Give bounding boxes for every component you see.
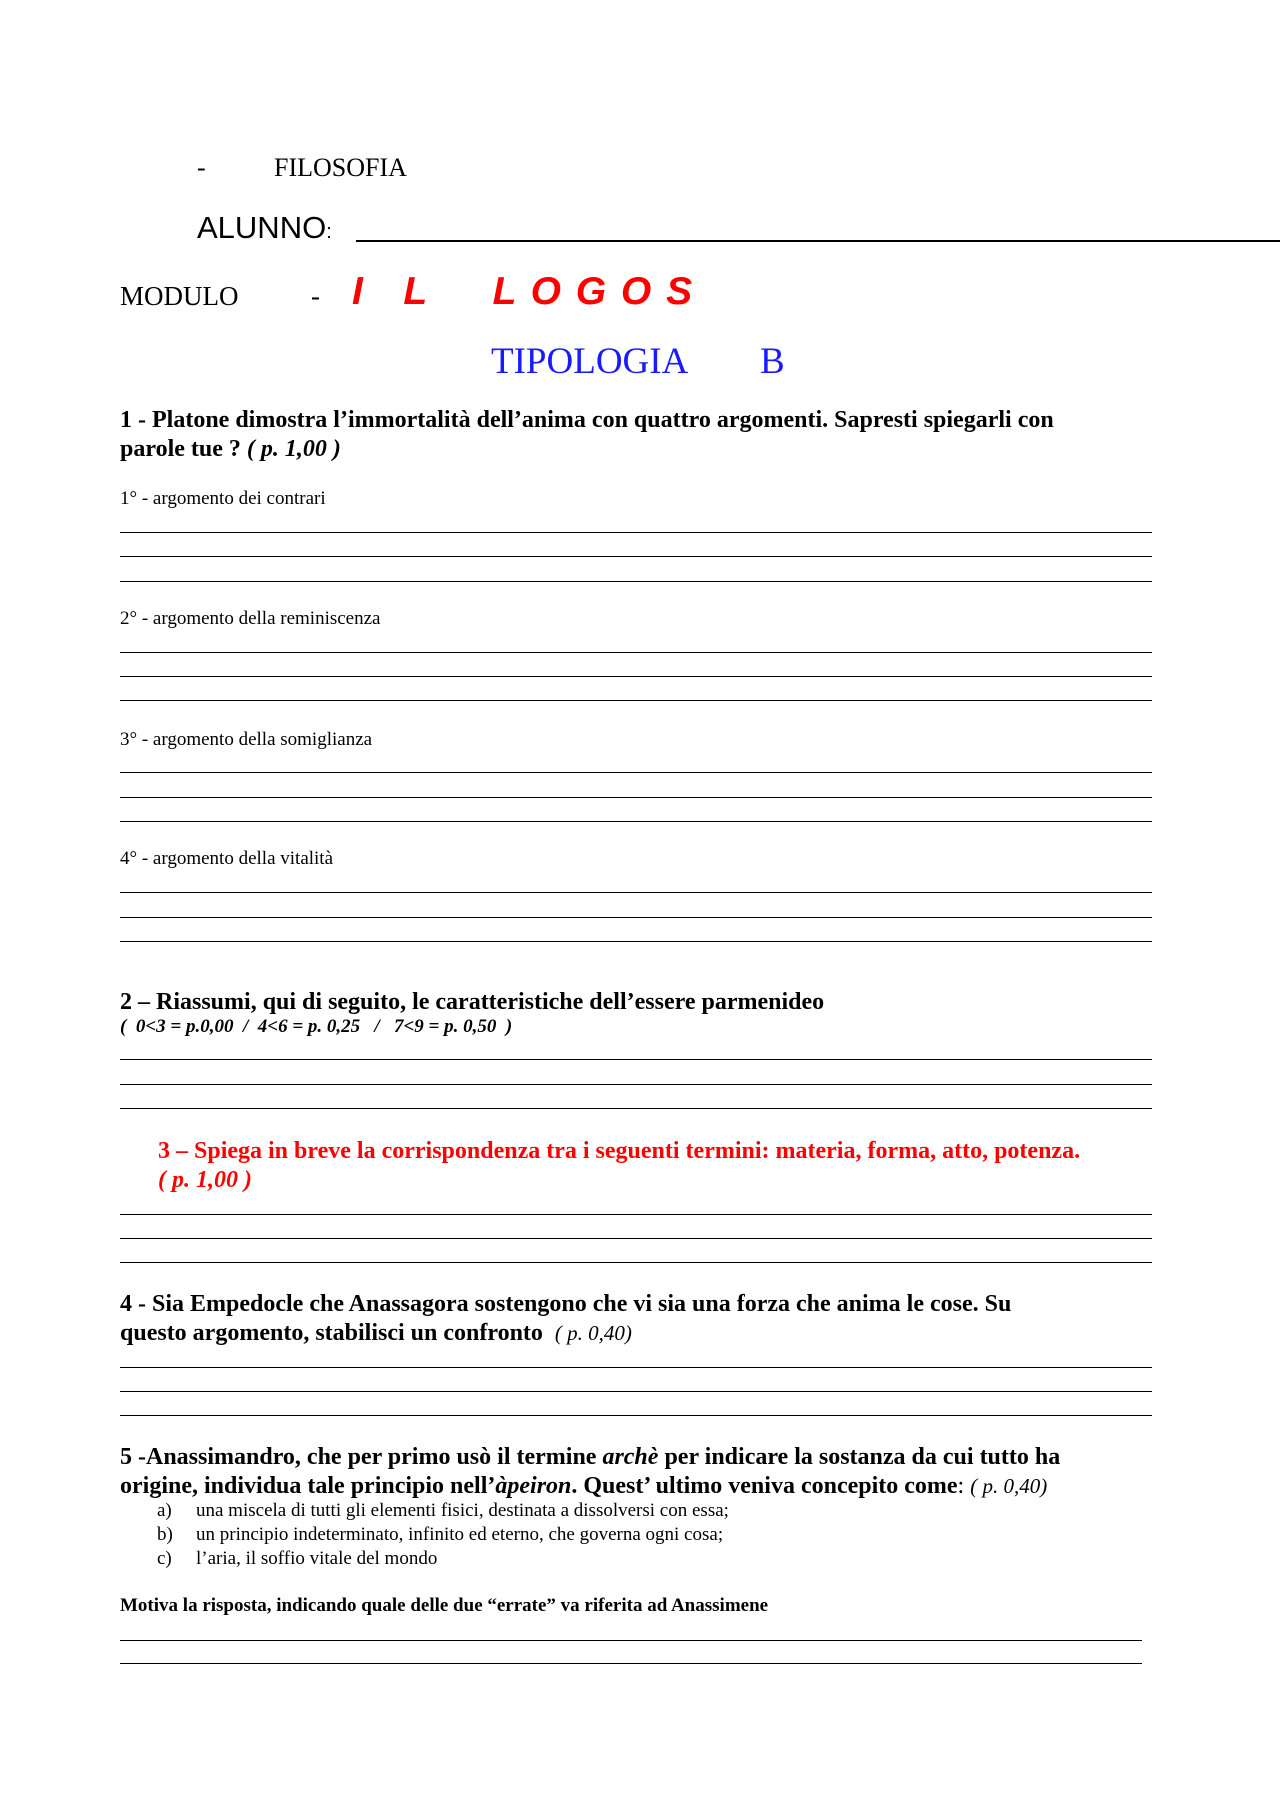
question-4-text: 4 - Sia Empedocle che Anassagora sostengono che vi sia una forza che anima le cose. Su questo argomento, stabilisci un confronto ( p. 0,40) — [120, 1291, 1012, 1346]
answer-line[interactable] — [120, 772, 1152, 773]
option-b[interactable]: b) un principio indeterminato, infinito ed eterno, che governa ogni cosa; — [157, 1524, 724, 1545]
answer-line[interactable] — [120, 556, 1152, 557]
modulo-dash: - — [311, 281, 320, 311]
answer-line[interactable] — [120, 1640, 1142, 1641]
answer-line[interactable] — [120, 917, 1152, 918]
option-c[interactable]: c) l’aria, il soffio vitale del mondo — [157, 1548, 438, 1569]
modulo-label: MODULO — [120, 281, 239, 311]
student-name-field[interactable] — [356, 240, 1280, 242]
question-5-text: 5 -Anassimandro, che per primo usò il termine archè per indicare la sostanza da cui tutto ha origine, individua tale principio nell’àpeiron. Quest’ ultimo veniva concepito come: ( p. 0,40) — [120, 1444, 1061, 1499]
answer-line[interactable] — [120, 1391, 1152, 1392]
answer-line[interactable] — [120, 1084, 1152, 1085]
argument-4-label: 4° - argomento della vitalità — [120, 848, 334, 869]
answer-line[interactable] — [120, 941, 1152, 942]
question-3-text: 3 – Spiega in breve la corrispondenza tra i seguenti termini: materia, forma, atto, potenza. ( p. 1,00 ) — [158, 1138, 1081, 1193]
question-2-text: 2 – Riassumi, qui di seguito, le caratteristiche dell’essere parmenideo — [120, 989, 825, 1015]
student-name-label: ALUNNO: — [197, 210, 332, 245]
answer-line[interactable] — [120, 797, 1152, 798]
tipologia-label: TIPOLOGIA — [491, 341, 689, 382]
answer-line[interactable] — [120, 676, 1152, 677]
header-dash: - — [197, 153, 206, 182]
motiva-instruction: Motiva la risposta, indicando quale delle due “errate” va riferita ad Anassimene — [120, 1595, 769, 1616]
argument-2-label: 2° - argomento della reminiscenza — [120, 608, 381, 629]
answer-line[interactable] — [120, 821, 1152, 822]
tipologia-value: B — [760, 341, 785, 382]
answer-line[interactable] — [120, 1108, 1152, 1109]
answer-line[interactable] — [120, 1367, 1152, 1368]
option-a[interactable]: a) una miscela di tutti gli elementi fisici, destinata a dissolversi con essa; — [157, 1500, 729, 1521]
answer-line[interactable] — [120, 1059, 1152, 1060]
argument-1-label: 1° - argomento dei contrari — [120, 488, 326, 509]
answer-line[interactable] — [120, 532, 1152, 533]
argument-3-label: 3° - argomento della somiglianza — [120, 729, 373, 750]
question-1-text: 1 - Platone dimostra l’immortalità dell’anima con quattro argomenti. Sapresti spiegarli con parole tue ? ( p. 1,00 ) — [120, 407, 1054, 462]
answer-line[interactable] — [120, 1238, 1152, 1239]
answer-line[interactable] — [120, 1415, 1152, 1416]
subject-title: FILOSOFIA — [274, 153, 407, 182]
question-2-scoring: ( 0<3 = p.0,00 / 4<6 = p. 0,25 / 7<9 = p. 0,50 ) — [120, 1016, 513, 1037]
answer-line[interactable] — [120, 1663, 1142, 1664]
option-list — [157, 1499, 729, 1571]
answer-line[interactable] — [120, 581, 1152, 582]
answer-line[interactable] — [120, 1214, 1152, 1215]
answer-line[interactable] — [120, 652, 1152, 653]
answer-line[interactable] — [120, 892, 1152, 893]
modulo-title: I L L O G O S — [352, 270, 695, 313]
answer-line[interactable] — [120, 1262, 1152, 1263]
answer-line[interactable] — [120, 700, 1152, 701]
